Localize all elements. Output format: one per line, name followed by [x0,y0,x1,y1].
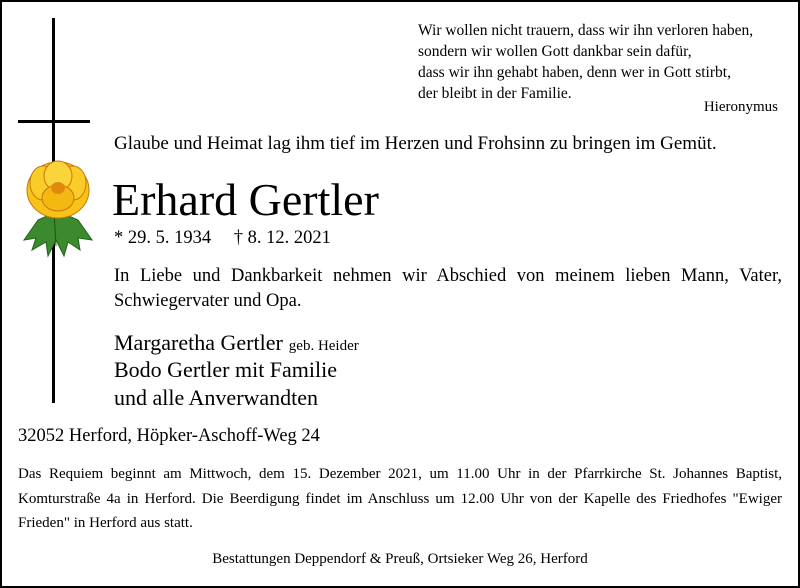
death-date: † 8. 12. 2021 [233,228,331,248]
intro-text: Glaube und Heimat lag ihm tief im Herzen und Frohsinn zu bringen im Gemüt. [114,133,717,154]
mourner-maiden-name: geb. Heider [288,338,359,354]
quote-line: der bleibt in der Familie. [418,85,572,102]
family-address: 32052 Herford, Höpker-Aschoff-Weg 24 [18,426,320,446]
quote [418,20,780,104]
deceased-name: Erhard Gertler [112,174,379,225]
undertaker-info: Bestattungen Deppendorf & Preuß, Ortsieker Weg 26, Herford [212,551,588,567]
birth-date: * 29. 5. 1934 [114,228,212,248]
quote-line: sondern wir wollen Gott dankbar sein dafür, [418,43,692,60]
farewell-text: In Liebe und Dankbarkeit nehmen wir Abschied von meinem lieben Mann, Vater, Schwiegervater und Opa. [114,266,782,311]
mourner-name: Margaretha Gertler [114,330,283,355]
requiem-info: Das Requiem beginnt am Mittwoch, dem 15. Dezember 2021, um 11.00 Uhr in der Pfarrkirche St. Johannes Baptist, Komturstraße 4a in Herford. Die Beerdigung findet im Anschluss um 12.00 Uhr von der Kapelle des Friedhofes "Ewiger Frieden" in Herford aus statt. [18,466,782,531]
flower-icon [18,150,98,262]
mourner: Bodo Gertler mit Familie [114,357,338,382]
quote-line: Wir wollen nicht trauern, dass wir ihn verloren haben, [418,22,754,39]
cross-bar [18,120,90,123]
mourner: und alle Anverwandten [114,385,319,410]
quote-author: Hieronymus [703,99,778,115]
life-dates [114,228,331,249]
quote-line: dass wir ihn gehabt haben, denn wer in Gott stirbt, [418,64,731,81]
